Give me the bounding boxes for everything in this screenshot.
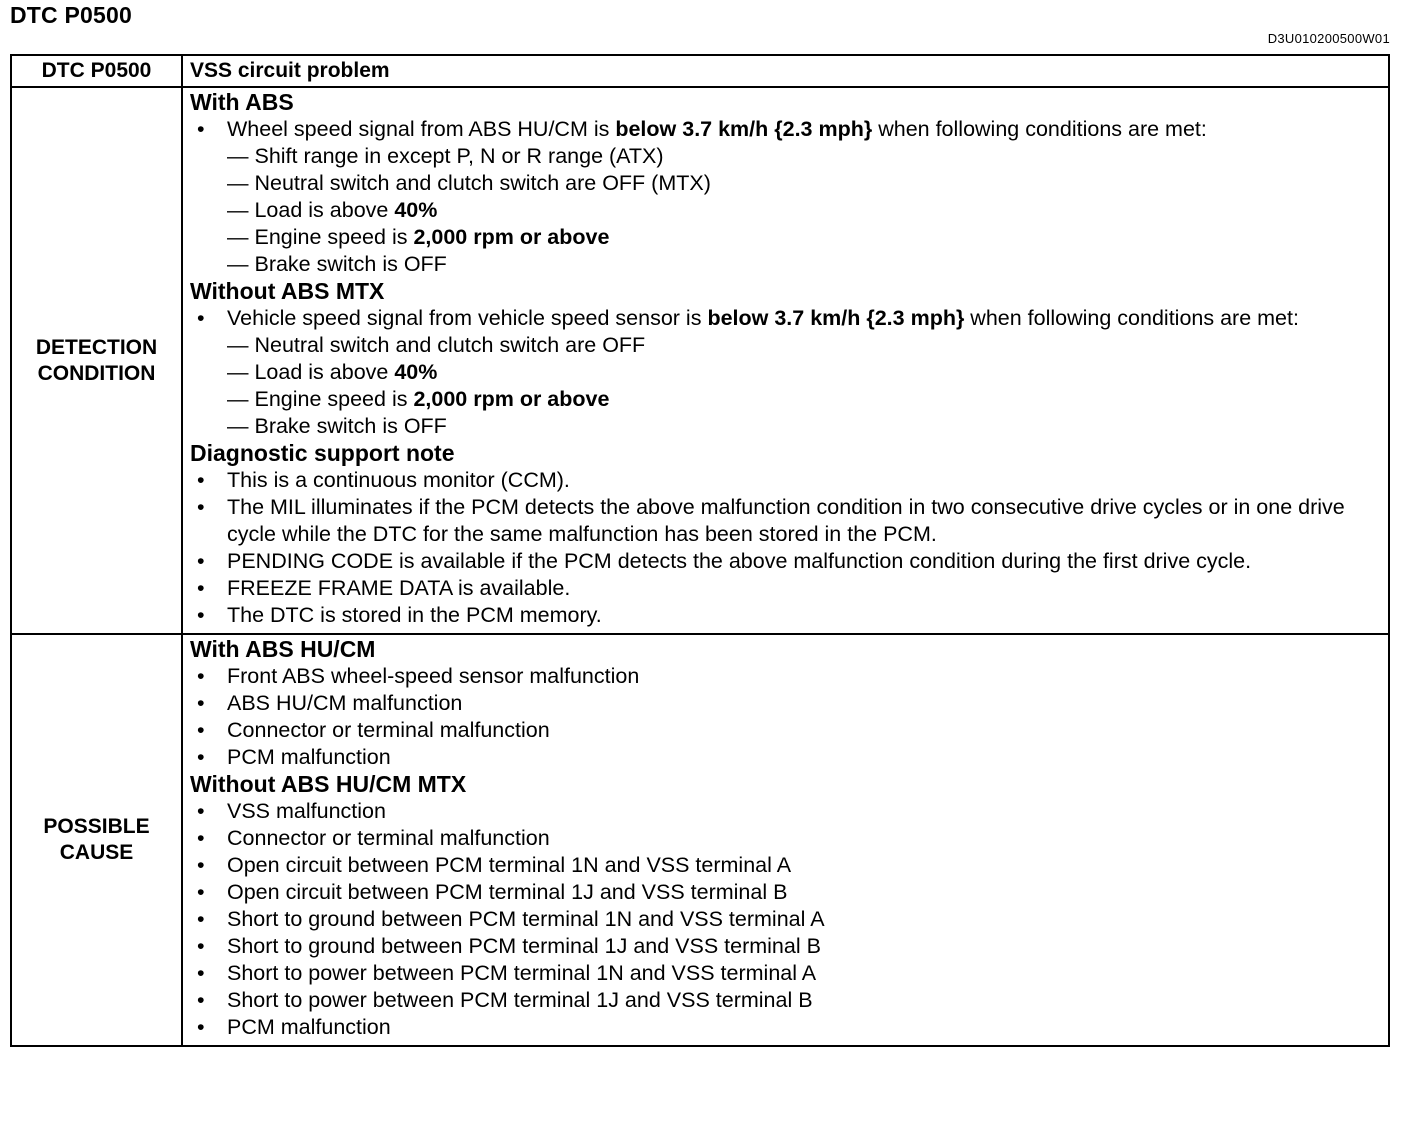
- detection-condition-content: [182, 87, 1389, 634]
- list-item: • Short to ground between PCM terminal 1J and VSS terminal B: [227, 933, 1374, 960]
- list-item: [227, 305, 1374, 440]
- list-item: • Connector or terminal malfunction: [227, 717, 1374, 744]
- text: when following conditions are met:: [872, 117, 1207, 141]
- possible-cause-label: [11, 634, 182, 1046]
- sub-condition: — Neutral switch and clutch switch are OFF: [227, 333, 646, 357]
- sub-condition: [227, 224, 1374, 251]
- diagnostic-support-heading: Diagnostic support note: [190, 440, 455, 466]
- with-abs-hucm-heading: With ABS HU/CM: [190, 636, 376, 662]
- list-item: • PCM malfunction: [227, 1014, 1374, 1041]
- sub-condition: — Brake switch is OFF: [227, 414, 447, 438]
- cause-label-line2: CAUSE: [59, 841, 134, 864]
- without-abs-hucm-heading: Without ABS HU/CM MTX: [190, 771, 467, 797]
- detection-condition-row: [11, 87, 1389, 634]
- sub-condition: [227, 197, 1374, 224]
- with-abs-list: [190, 116, 1374, 278]
- list-item: • The MIL illuminates if the PCM detects the above malfunction condition in two consecutive drive cycles or in one drive cycle while the DTC for the same malfunction has been stored in the PCM.: [227, 494, 1374, 548]
- bold-value: 2,000 rpm or above: [413, 225, 610, 249]
- header-dtc-description: VSS circuit problem: [182, 55, 1389, 87]
- text: Wheel speed signal from ABS HU/CM is: [227, 117, 616, 141]
- list-item: • PENDING CODE is available if the PCM detects the above malfunction condition during the first drive cycle.: [227, 548, 1374, 575]
- cause-label-line1: POSSIBLE: [43, 815, 150, 838]
- header-dtc-code: DTC P0500: [11, 55, 182, 87]
- list-item: • ABS HU/CM malfunction: [227, 690, 1374, 717]
- sub-condition: [227, 386, 1374, 413]
- sub-condition: — Neutral switch and clutch switch are OFF (MTX): [227, 171, 711, 195]
- table-header-row: [11, 55, 1389, 87]
- possible-cause-content: [182, 634, 1389, 1046]
- text: Vehicle speed signal from vehicle speed sensor is: [227, 306, 708, 330]
- list-item: • This is a continuous monitor (CCM).: [227, 467, 1374, 494]
- without-abs-hucm-list: [190, 798, 1374, 1041]
- dtc-table: [10, 54, 1390, 1047]
- detection-label-line2: CONDITION: [37, 361, 156, 385]
- without-abs-heading: Without ABS MTX: [190, 278, 385, 304]
- bold-value: 40%: [394, 198, 438, 222]
- possible-cause-row: [11, 634, 1389, 1046]
- diagnostic-support-list: [190, 467, 1374, 629]
- bold-value: 2,000 rpm or above: [413, 387, 610, 411]
- list-item: [227, 116, 1374, 278]
- list-item: • VSS malfunction: [227, 798, 1374, 825]
- list-item: • Short to ground between PCM terminal 1N and VSS terminal A: [227, 906, 1374, 933]
- sub-condition: — Brake switch is OFF: [227, 252, 447, 276]
- text: — Load is above: [227, 360, 395, 384]
- without-abs-list: [190, 305, 1374, 440]
- with-abs-heading: With ABS: [190, 89, 294, 115]
- list-item: • Open circuit between PCM terminal 1J and VSS terminal B: [227, 879, 1374, 906]
- list-item: • PCM malfunction: [227, 744, 1374, 771]
- document-code: D3U010200500W01: [1267, 31, 1390, 46]
- sub-condition: — Shift range in except P, N or R range (ATX): [227, 144, 664, 168]
- text: — Engine speed is: [227, 387, 414, 411]
- detection-condition-label: [11, 87, 182, 634]
- bold-value: below 3.7 km/h {2.3 mph}: [707, 306, 965, 330]
- list-item: • Short to power between PCM terminal 1J and VSS terminal B: [227, 987, 1374, 1014]
- detection-label-line1: DETECTION: [35, 335, 158, 359]
- text: — Load is above: [227, 198, 395, 222]
- list-item: • FREEZE FRAME DATA is available.: [227, 575, 1374, 602]
- bold-value: 40%: [394, 360, 438, 384]
- sub-condition: [227, 359, 1374, 386]
- text: — Engine speed is: [227, 225, 414, 249]
- text: when following conditions are met:: [964, 306, 1299, 330]
- list-item: • Connector or terminal malfunction: [227, 825, 1374, 852]
- list-item: • Short to power between PCM terminal 1N and VSS terminal A: [227, 960, 1374, 987]
- list-item: • Open circuit between PCM terminal 1N and VSS terminal A: [227, 852, 1374, 879]
- list-item: • The DTC is stored in the PCM memory.: [227, 602, 1374, 629]
- with-abs-hucm-list: [190, 663, 1374, 771]
- list-item: • Front ABS wheel-speed sensor malfunction: [227, 663, 1374, 690]
- bold-value: below 3.7 km/h {2.3 mph}: [615, 117, 873, 141]
- page-title: DTC P0500: [10, 2, 132, 28]
